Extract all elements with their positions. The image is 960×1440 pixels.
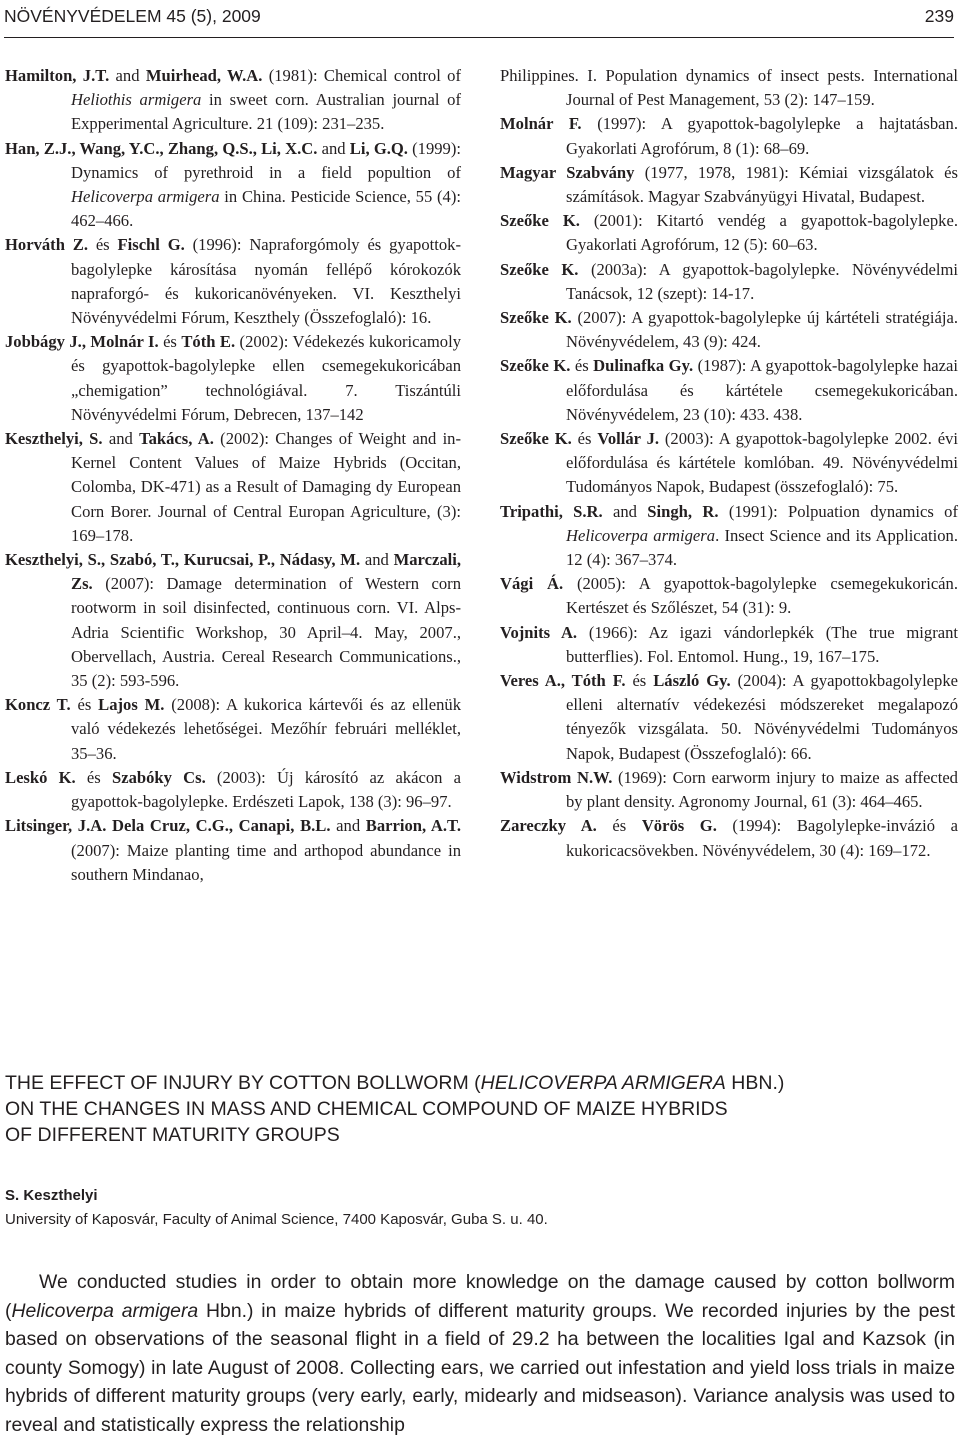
reference-entry: Han, Z.J., Wang, Y.C., Zhang, Q.S., Li, X.C. and Li, G.Q. (1999): Dynamics of pyrethroid in a field popultion of Helicoverpa armigera in China. Pesticide Science, 55 (4): 462–466.	[5, 138, 461, 231]
reference-entry: Szeőke K. (2003a): A gyapottok-bagolylepke. Növényvédelmi Tanácsok, 12 (szept): 14-17.	[500, 259, 958, 303]
header-rule	[4, 37, 954, 38]
reference-entry: Szeőke K. (2001): Kitartó vendég a gyapottok-bagolylepke. Gyakorlati Agrofórum, 12 (5): 60–63.	[500, 211, 958, 255]
reference-entry: Widstrom N.W. (1969): Corn earworm injury to maize as affected by plant density. Agronomy Journal, 61 (3): 464–465.	[500, 767, 958, 812]
reference-entry: Horváth Z. és Fischl G. (1996): Napraforgómoly és gyapottok-bagolylepke károsítása nyomán fellépő kórokozók napraforgó- és kukoricanövényeken. VI. Keszthelyi Növényvédelmi Fórum, Keszthely (Összefoglaló): 16.	[5, 235, 461, 328]
reference-entry: Leskó K. és Szabóky Cs. (2003): Új károsító az akácon a gyapottok-bagolylepke. Erdészeti Lapok, 138 (3): 96–97.	[5, 767, 462, 812]
reference-entry: Veres A., Tóth F. és László Gy. (2004): A gyapottokbagolylepke elleni alternatív védekezési módszereket megalapozó tényezők vizsgálata. 50. Növényvédelmi Tudományos Napok, Budapest (Összefoglaló): 66.	[500, 671, 958, 763]
reference-entry: Jobbágy J., Molnár I. és Tóth E. (2002): Védekezés kukoricamoly és gyapottok-bagolylepke ellen csemegekukoricában „chemigation” technológiával. 7. Tiszántúli Növényvédelmi Fórum, Debrecen, 137–142	[5, 332, 461, 424]
title-line-2: ON THE CHANGES IN MASS AND CHEMICAL COMPOUND OF MAIZE HYBRIDS	[5, 1098, 728, 1120]
references-right-column	[500, 64, 958, 863]
title-line-1: THE EFFECT OF INJURY BY COTTON BOLLWORM (HELICOVERPA ARMIGERA HBN.)	[5, 1072, 785, 1094]
article-title	[5, 1070, 945, 1148]
reference-entry: Philippines. I. Population dynamics of insect pests. International Journal of Pest Management, 53 (2): 147–159.	[500, 66, 958, 110]
author-affiliation: University of Kaposvár, Faculty of Animal Science, 7400 Kaposvár, Guba S. u. 40.	[5, 1211, 548, 1228]
running-header	[4, 4, 954, 32]
author-name: S. Keszthelyi	[5, 1187, 98, 1204]
reference-entry: Szeőke K. (2007): A gyapottok-bagolylepke új kártételi stratégiája. Növényvédelem, 43 (9): 424.	[500, 308, 958, 352]
references-section	[5, 64, 960, 1024]
reference-entry: Keszthelyi, S. and Takács, A. (2002): Changes of Weight and in-Kernel Content Values of Maize Hybrids (Occitan, Colomba, DK-471) as a Result of Damaging dy European Corn Borer. Journal of Central Europan Agriculture, (3): 169–178.	[5, 429, 461, 545]
abstract: We conducted studies in order to obtain more knowledge on the damage caused by cotton bollworm (Helicoverpa armigera Hbn.) in maize hybrids of different maturity groups. We recorded injuries by the pest based on observations of the seasonal flight in a field of 29.2 ha between the localities Igal and Kazsok (in county Somogy) in late August of 2008. Collecting ears, we carried out infestation and yield loss trials in maize hybrids of different maturity groups (very early, early, midearly and midseason). Variance analysis was used to reveal and statistically express the relationship	[5, 1271, 955, 1436]
reference-entry: Vojnits A. (1966): Az igazi vándorlepkék (The true migrant butterflies). Fol. Entomol. Hung., 19, 167–175.	[500, 622, 958, 666]
reference-entry: Szeőke K. és Dulinafka Gy. (1987): A gyapottok-bagolylepke hazai előfordulása és kártétele csemegekukoricában. Növényvédelem, 23 (10): 433. 438.	[500, 356, 958, 424]
reference-entry: Hamilton, J.T. and Muirhead, W.A. (1981): Chemical control of Heliothis armigera in sweet corn. Australian journal of Expperimental Agriculture. 21 (109): 231–235.	[5, 66, 461, 134]
reference-entry: Koncz T. és Lajos M. (2008): A kukorica kártevői és az ellenük való védekezés lehetőségei. Mezőhír februári melléklet, 35–36.	[5, 695, 461, 763]
reference-entry: Szeőke K. és Vollár J. (2003): A gyapottok-bagolylepke 2002. évi előfordulása és kártétele komlóban. 49. Növényvédelmi Tudományos Napok, Budapest (összefoglaló): 75.	[500, 429, 959, 497]
page-number: 239	[924, 6, 954, 26]
reference-entry: Tripathi, S.R. and Singh, R. (1991): Polpuation dynamics of Helicoverpa armigera. Insect Science and its Application. 12 (4): 367–374.	[500, 501, 958, 570]
journal-name: NÖVÉNYVÉDELEM 45 (5), 2009	[4, 6, 261, 26]
reference-entry: Molnár F. (1997): A gyapottok-bagolylepke a hajtatásban. Gyakorlati Agrofórum, 8 (1): 68–69.	[500, 114, 958, 158]
reference-entry: Zareczky A. és Vörös G. (1994): Bagolylepke-invázió a kukoricacsövekben. Növényvédelem, 30 (4): 169–172.	[500, 816, 958, 860]
title-line-3: OF DIFFERENT MATURITY GROUPS	[5, 1124, 340, 1146]
reference-entry: Vági Á. (2005): A gyapottok-bagolylepke csemegekukoricán. Kertészet és Szőlészet, 54 (31): 9.	[500, 574, 958, 618]
reference-entry: Keszthelyi, S., Szabó, T., Kurucsai, P., Nádasy, M. and Marczali, Zs. (2007): Damage determination of Western corn rootworm in soil disinfected, continuous corn. VI. Alps-Adria Scientific Workshop, 30 April–4. May, 2007., Obervellach, Austria. Cereal Research Communications., 35 (2): 593-596.	[5, 550, 461, 691]
references-left-column	[5, 64, 461, 887]
reference-entry: Litsinger, J.A. Dela Cruz, C.G., Canapi, B.L. and Barrion, A.T. (2007): Maize planting time and arthopod abundance in southern Mindanao,	[5, 816, 461, 884]
reference-entry: Magyar Szabvány (1977, 1978, 1981): Kémiai vizsgálatok és számítások. Magyar Szabványügyi Hivatal, Budapest.	[500, 162, 958, 207]
